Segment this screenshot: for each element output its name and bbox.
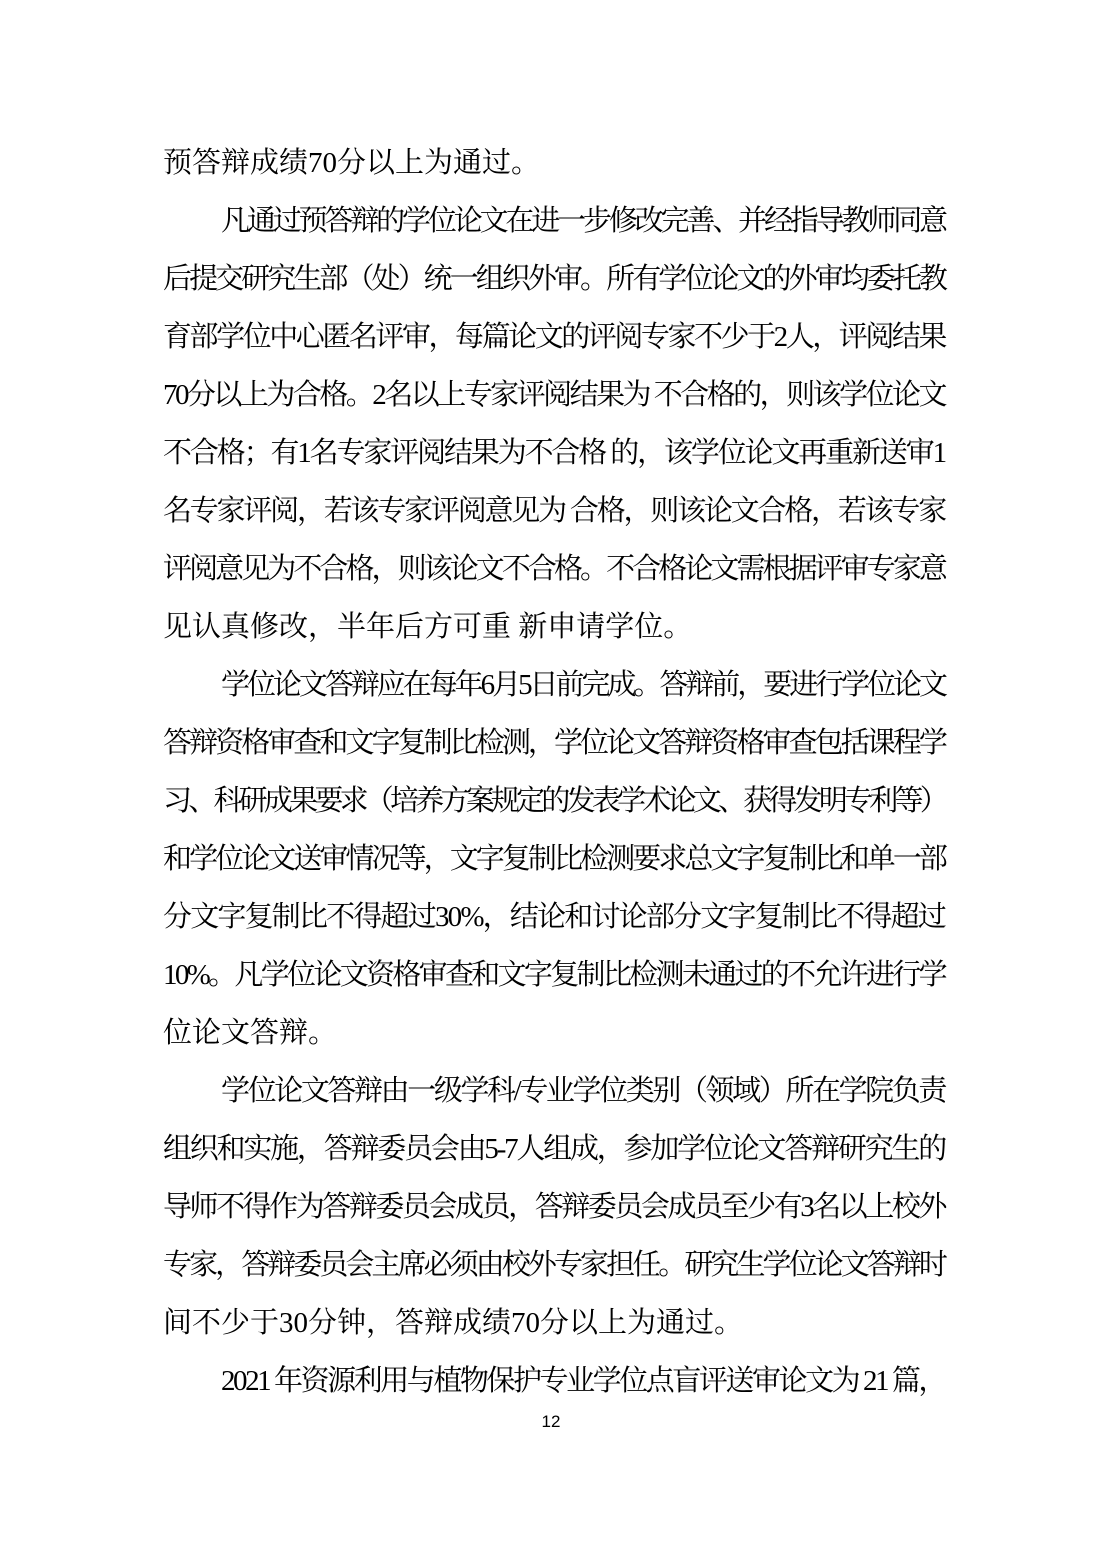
paragraph	[163, 134, 945, 192]
text-line: 导师不得作为答辩委员会成员，答辩委员会成员至少有3名以上校外	[163, 1191, 945, 1223]
text-line: 名专家评阅，若该专家评阅意见为 合格，则该论文合格，若该专家	[163, 495, 945, 527]
paragraph	[163, 1352, 945, 1410]
paragraph	[163, 1062, 945, 1352]
text-line: 组织和实施，答辩委员会由5-7人组成，参加学位论文答辩研究生的	[163, 1133, 945, 1165]
text-line: 评阅意见为不合格，则该论文不合格。不合格论文需根据评审专家意	[163, 553, 945, 585]
text-line: 专家，答辩委员会主席必须由校外专家担任。研究生学位论文答辩时	[163, 1249, 945, 1281]
text-line: 答辩资格审查和文字复制比检测，学位论文答辩资格审查包括课程学	[163, 727, 945, 759]
text-line: 70分以上为合格。2名以上专家评阅结果为 不合格的，则该学位论文	[163, 379, 945, 411]
text-line: 见认真修改，半年后方可重 新申请学位。	[163, 611, 693, 643]
text-line: 10%。凡学位论文资格审查和文字复制比检测未通过的不允许进行学	[163, 959, 945, 991]
text-line: 不合格；有1名专家评阅结果为不合格 的，该学位论文再重新送审1	[163, 437, 945, 469]
text-line: 间不少于30分钟，答辩成绩70分以上为通过。	[163, 1307, 744, 1339]
text-line: 后提交研究生部（处）统一组织外审。所有学位论文的外审均委托教	[163, 263, 945, 295]
text-line: 分文字复制比不得超过30%，结论和讨论部分文字复制比不得超过	[163, 901, 945, 933]
paragraph	[163, 656, 945, 1062]
paragraph	[163, 192, 945, 656]
text-line: 位论文答辩。	[163, 1017, 338, 1049]
page-number: 12	[541, 1412, 561, 1431]
text-line: 学位论文答辩由一级学科/专业学位类别（领域）所在学院负责	[221, 1075, 945, 1107]
text-line: 预答辩成绩70分以上为通过。	[163, 147, 541, 179]
text-line: 和学位论文送审情况等，文字复制比检测要求总文字复制比和单一部	[163, 843, 945, 875]
text-line: 习、科研成果要求（培养方案规定的发表学术论文、获得发明专利等）	[163, 785, 945, 817]
text-line: 凡通过预答辩的学位论文在进一步修改完善、并经指导教师同意	[221, 205, 945, 237]
text-line: 学位论文答辩应在每年6月5日前完成。答辩前，要进行学位论文	[221, 669, 945, 701]
text-line: 2021 年资源利用与植物保护专业学位点盲评送审论文为 21 篇，	[221, 1365, 945, 1397]
text-block	[163, 134, 945, 1410]
text-line: 育部学位中心匿名评审，每篇论文的评阅专家不少于2人，评阅结果	[163, 321, 945, 353]
